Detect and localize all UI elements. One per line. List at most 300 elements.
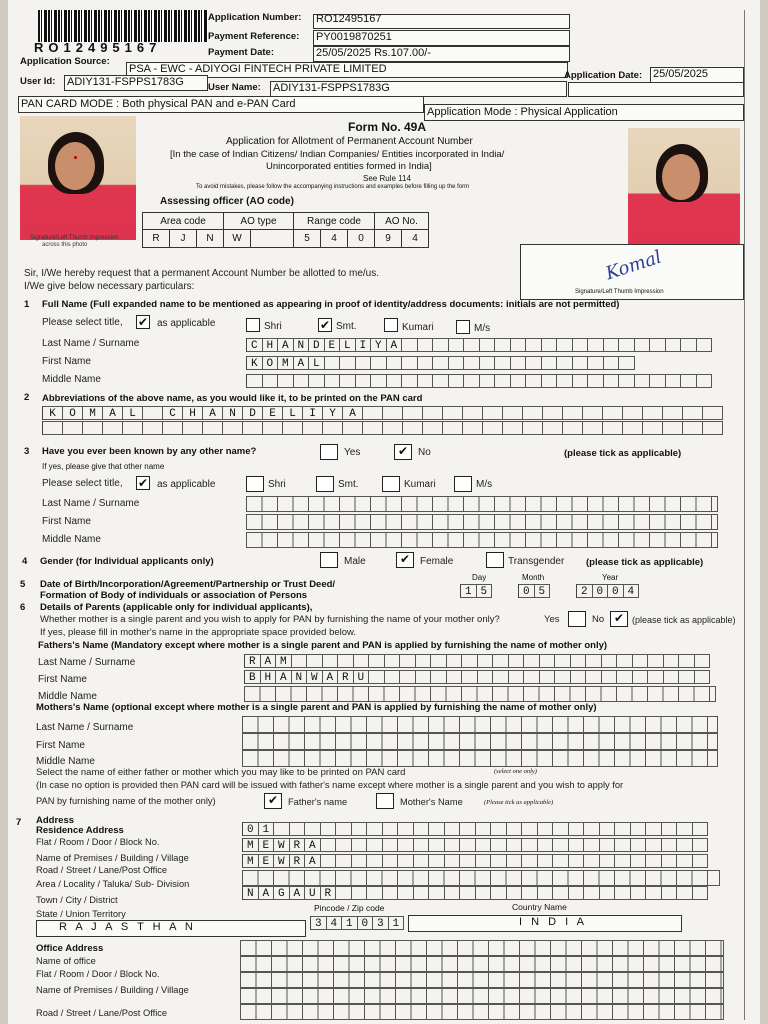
intro-line-2: I/We give below necessary particulars:: [24, 281, 195, 292]
grid-cell: [418, 374, 434, 388]
section-2-number: 2: [24, 392, 30, 403]
premises-grid: [242, 838, 708, 852]
grid-cell: K: [247, 356, 263, 370]
grid-cell: [603, 406, 623, 420]
gender-female-label: Female: [420, 556, 454, 567]
range-code-cell: 0: [348, 230, 375, 248]
grid-cell: [371, 356, 387, 370]
grid-cell: [677, 854, 693, 868]
section-1-heading: Full Name (Full expanded name to be mentioned as appearing in proof of identity/address documents: initials are not permitted): [42, 299, 620, 310]
grid-cell: 3: [311, 916, 327, 930]
grid-cell: [631, 822, 647, 836]
grid-cell: [243, 421, 263, 435]
grid-cell: [646, 886, 662, 900]
title-kumari-checkbox[interactable]: [384, 318, 398, 332]
grid-cell: [602, 670, 618, 684]
grid-cell: [507, 854, 523, 868]
grid-cell: [464, 338, 480, 352]
grid-cell: [553, 854, 569, 868]
section-5-line-2: Formation of Body of individuals or association of Persons: [40, 590, 308, 601]
pan-application-form: [8, 0, 760, 1024]
grid-cell: [429, 854, 445, 868]
single-parent-tick-note: (please tick as applicable): [632, 615, 736, 625]
grid-cell: [445, 854, 461, 868]
grid-cell: N: [243, 886, 259, 900]
grid-cell: [617, 670, 633, 684]
grid-cell: [183, 421, 203, 435]
road-grid: [242, 854, 708, 868]
s3-title-ms-checkbox[interactable]: [454, 476, 472, 492]
grid-cell: M: [243, 854, 259, 868]
section-4-number: 4: [22, 556, 28, 567]
dob-day-label: Day: [472, 573, 487, 582]
country-field: I N D I A: [408, 915, 682, 932]
header-strip: [568, 82, 744, 97]
grid-cell: [526, 338, 542, 352]
grid-cell: [588, 338, 604, 352]
grid-cell: L: [309, 356, 325, 370]
grid-cell: [522, 886, 538, 900]
grid-cell: [507, 822, 523, 836]
grid-cell: 3: [373, 916, 389, 930]
gender-male-checkbox[interactable]: [320, 552, 338, 568]
grid-cell: A: [103, 406, 123, 420]
grid-cell: U: [305, 886, 321, 900]
office-premises-grid: [240, 988, 724, 1004]
application-number-label: Application Number:: [208, 12, 302, 23]
grid-cell: 0: [358, 916, 374, 930]
select-title-label: Please select title,: [42, 317, 123, 328]
grid-cell: [343, 421, 363, 435]
father-middle-name-grid: [244, 686, 716, 702]
grid-cell: [507, 838, 523, 852]
grid-cell: [423, 421, 443, 435]
ao-code-label: Assessing officer (AO code): [160, 196, 294, 207]
grid-cell: A: [294, 356, 310, 370]
grid-cell: [600, 854, 616, 868]
grid-cell: [352, 838, 368, 852]
grid-cell: W: [274, 838, 290, 852]
grid-cell: [433, 356, 449, 370]
grid-cell: [677, 838, 693, 852]
gender-male-label: Male: [344, 556, 366, 567]
grid-cell: [491, 822, 507, 836]
title-ms-checkbox[interactable]: [456, 320, 470, 334]
grid-cell: [503, 421, 523, 435]
grid-cell: [693, 854, 709, 868]
grid-cell: [385, 654, 401, 668]
grid-cell: [449, 356, 465, 370]
grid-cell: D: [243, 406, 263, 420]
grid-cell: [478, 670, 494, 684]
grid-cell: [650, 338, 666, 352]
s1-first-name-label: First Name: [42, 356, 91, 367]
grid-cell: [522, 854, 538, 868]
grid-cell: I: [303, 406, 323, 420]
other-name-yes-checkbox[interactable]: [320, 444, 338, 460]
print-fathers-name-checkbox[interactable]: ✔: [264, 793, 282, 809]
s3-middle-name-label: Middle Name: [42, 534, 101, 545]
grid-cell: [643, 406, 663, 420]
application-source-field: PSA - EWC - ADIYOGI FINTECH PRIVATE LIMITED: [126, 62, 568, 78]
grid-cell: [398, 838, 414, 852]
grid-cell: [367, 822, 383, 836]
grid-cell: [663, 421, 683, 435]
grid-cell: [403, 406, 423, 420]
grid-cell: [387, 356, 403, 370]
grid-cell: [619, 356, 635, 370]
grid-cell: [416, 670, 432, 684]
s4-tick-note: (please tick as applicable): [586, 557, 704, 568]
grid-cell: [371, 374, 387, 388]
section-6-number: 6: [20, 602, 26, 613]
as-applicable-label: as applicable: [157, 318, 216, 329]
grid-cell: [303, 421, 323, 435]
grid-cell: [476, 822, 492, 836]
grid-cell: [540, 654, 556, 668]
grid-cell: N: [294, 338, 310, 352]
rule-reference: See Rule 114: [363, 174, 411, 183]
dob-year-label: Year: [602, 573, 619, 582]
father-last-name-label: Last Name / Surname: [38, 657, 136, 668]
grid-cell: A: [323, 670, 339, 684]
grid-cell: [449, 338, 465, 352]
grid-cell: [509, 654, 525, 668]
area-label: Area / Locality / Taluka/ Sub- Division: [36, 879, 190, 889]
print-fathers-name-label: Father's name: [288, 797, 348, 807]
grid-cell: [522, 838, 538, 852]
s1-middle-name-label: Middle Name: [42, 374, 101, 385]
mother-last-name-label: Last Name / Surname: [36, 722, 134, 733]
grid-cell: [433, 338, 449, 352]
grid-cell: [43, 421, 63, 435]
grid-cell: [433, 374, 449, 388]
grid-cell: A: [343, 406, 363, 420]
ao-no-header: AO No.: [375, 213, 429, 230]
intro-line-1: Sir, I/We hereby request that a permanent Account Number be allotted to me/us.: [24, 268, 380, 279]
s3-first-name-label: First Name: [42, 516, 91, 527]
gender-transgender-label: Transgender: [508, 556, 565, 567]
grid-cell: [588, 356, 604, 370]
grid-cell: [543, 406, 563, 420]
gender-transgender-checkbox[interactable]: [486, 552, 504, 568]
grid-cell: 0: [593, 584, 609, 598]
grid-cell: [385, 670, 401, 684]
grid-cell: [631, 838, 647, 852]
grid-cell: [507, 886, 523, 900]
grid-cell: [263, 421, 283, 435]
mother-first-name-grid: [242, 733, 718, 750]
section-5-line-1: Date of Birth/Incorporation/Agreement/Partnership or Trust Deed/: [40, 579, 336, 590]
other-name-no-checkbox[interactable]: ✔: [394, 444, 412, 460]
grid-cell: [363, 421, 383, 435]
grid-cell: [643, 421, 663, 435]
grid-cell: [143, 421, 163, 435]
grid-cell: [600, 838, 616, 852]
grid-cell: [383, 886, 399, 900]
grid-cell: [336, 822, 352, 836]
office-flat-label: Flat / Room / Door / Block No.: [36, 969, 160, 979]
grid-cell: [573, 338, 589, 352]
grid-cell: A: [203, 406, 223, 420]
s1-middle-name-grid: [246, 374, 712, 388]
print-tick-note: (Please tick as applicable): [484, 799, 554, 806]
grid-cell: [278, 374, 294, 388]
state-label: State / Union Territory: [36, 909, 126, 919]
grid-cell: [584, 822, 600, 836]
grid-cell: 1: [461, 584, 477, 598]
section-7-heading: Address: [36, 815, 75, 826]
grid-cell: [305, 822, 321, 836]
flat-grid: [242, 822, 708, 836]
grid-cell: [662, 886, 678, 900]
title-checkbox-sample: ✔: [137, 315, 149, 329]
grid-cell: [447, 654, 463, 668]
grid-cell: [398, 854, 414, 868]
grid-cell: [418, 338, 434, 352]
application-date-label: Application Date:: [564, 70, 643, 81]
grid-cell: [383, 854, 399, 868]
single-parent-no-checkbox[interactable]: ✔: [610, 611, 628, 627]
grid-cell: [483, 421, 503, 435]
section-1-number: 1: [24, 299, 30, 310]
photo-face: [55, 142, 95, 190]
grid-cell: 1: [389, 916, 405, 930]
single-parent-yes-checkbox[interactable]: [568, 611, 586, 627]
form-title: Application for Allotment of Permanent Account Number: [226, 136, 473, 147]
grid-cell: [321, 838, 337, 852]
grid-cell: [464, 356, 480, 370]
mother-middle-name-grid: [242, 750, 718, 767]
grid-cell: [695, 654, 711, 668]
grid-cell: [633, 670, 649, 684]
grid-cell: [383, 421, 403, 435]
grid-cell: [538, 886, 554, 900]
section-3-heading: Have you ever been known by any other name?: [42, 446, 257, 457]
father-first-name-label: First Name: [38, 674, 87, 685]
grid-cell: [163, 421, 183, 435]
grid-cell: C: [163, 406, 183, 420]
grid-cell: [340, 356, 356, 370]
grid-cell: [646, 838, 662, 852]
grid-cell: [557, 356, 573, 370]
grid-cell: M: [278, 356, 294, 370]
grid-cell: [538, 822, 554, 836]
grid-cell: [693, 886, 709, 900]
grid-cell: [604, 374, 620, 388]
grid-cell: A: [290, 886, 306, 900]
grid-cell: [557, 338, 573, 352]
grid-cell: [662, 854, 678, 868]
application-source-label: Application Source:: [20, 56, 110, 67]
grid-cell: [697, 374, 713, 388]
grid-cell: [683, 421, 703, 435]
grid-cell: W: [307, 670, 323, 684]
grid-cell: [464, 374, 480, 388]
s3-title-kumari-label: Kumari: [404, 479, 436, 490]
grid-cell: [615, 838, 631, 852]
grid-cell: [573, 374, 589, 388]
grid-cell: [491, 886, 507, 900]
gender-female-checkbox[interactable]: ✔: [396, 552, 414, 568]
title-smt-checkbox[interactable]: ✔: [319, 318, 331, 332]
grid-cell: [677, 822, 693, 836]
instruction-text: To avoid mistakes, please follow the accompanying instructions and examples before filling up the form: [196, 184, 470, 190]
grid-cell: [483, 406, 503, 420]
grid-cell: [553, 838, 569, 852]
grid-cell: [542, 356, 558, 370]
s3-title-smt-checkbox[interactable]: [316, 476, 334, 492]
s3-last-name-label: Last Name / Surname: [42, 498, 140, 509]
grid-cell: [402, 338, 418, 352]
grid-cell: [495, 356, 511, 370]
section-4-heading: Gender (for Individual applicants only): [40, 556, 214, 567]
s3-title-kumari-checkbox[interactable]: [382, 476, 400, 492]
grid-cell: H: [261, 670, 277, 684]
title-shri-label: Shri: [264, 321, 282, 332]
s1-last-name-grid: [246, 338, 712, 352]
photo-caption-left-1: Signature/Left Thumb Impression: [30, 235, 119, 241]
mother-first-name-label: First Name: [36, 740, 85, 751]
grid-cell: [583, 406, 603, 420]
grid-cell: M: [243, 838, 259, 852]
grid-cell: H: [263, 338, 279, 352]
ao-type-cell: [251, 230, 294, 248]
grid-cell: R: [290, 854, 306, 868]
grid-cell: [480, 374, 496, 388]
grid-cell: [617, 654, 633, 668]
grid-cell: [584, 886, 600, 900]
grid-cell: [476, 854, 492, 868]
grid-cell: [476, 838, 492, 852]
grid-cell: [681, 374, 697, 388]
grid-cell: [604, 356, 620, 370]
title-shri-checkbox[interactable]: [246, 318, 260, 332]
grid-cell: [352, 886, 368, 900]
town-label: Town / City / District: [36, 895, 118, 905]
grid-cell: [352, 822, 368, 836]
father-middle-name-label: Middle Name: [38, 691, 97, 702]
grid-cell: [290, 822, 306, 836]
s2-abbrev-grid-row2: [42, 421, 723, 435]
grid-cell: [367, 838, 383, 852]
grid-cell: M: [83, 406, 103, 420]
grid-cell: [143, 406, 163, 420]
grid-cell: [480, 356, 496, 370]
grid-cell: [338, 654, 354, 668]
fill-mother-note: If yes, please fill in mother's name in the appropriate space provided below.: [40, 627, 357, 638]
grid-cell: L: [283, 406, 303, 420]
grid-cell: [356, 356, 372, 370]
state-field: R A J A S T H A N: [36, 920, 306, 937]
road-label: Road / Street / Lane/Post Office: [36, 865, 168, 875]
grid-cell: [666, 338, 682, 352]
grid-cell: [677, 886, 693, 900]
grid-cell: D: [309, 338, 325, 352]
grid-cell: B: [245, 670, 261, 684]
grid-cell: K: [43, 406, 63, 420]
flat-label: Flat / Room / Door / Block No.: [36, 837, 160, 847]
ao-code-headers: [143, 213, 429, 230]
grid-cell: [445, 822, 461, 836]
grid-cell: [367, 886, 383, 900]
grid-cell: [307, 654, 323, 668]
grid-cell: [569, 886, 585, 900]
grid-cell: [431, 670, 447, 684]
mother-last-name-grid: [242, 716, 718, 733]
grid-cell: [283, 421, 303, 435]
user-name-label: User Name:: [208, 82, 261, 93]
grid-cell: [615, 886, 631, 900]
grid-cell: [619, 338, 635, 352]
grid-cell: [666, 374, 682, 388]
grid-cell: [662, 838, 678, 852]
grid-cell: [336, 854, 352, 868]
grid-cell: L: [340, 338, 356, 352]
section-2-heading: Abbreviations of the above name, as you would like it, to be printed on the PAN card: [42, 393, 423, 404]
print-mothers-name-checkbox[interactable]: [376, 793, 394, 809]
grid-cell: [383, 406, 403, 420]
grid-cell: [569, 822, 585, 836]
grid-cell: N: [223, 406, 243, 420]
grid-cell: [363, 406, 383, 420]
grid-cell: [542, 374, 558, 388]
grid-cell: [460, 838, 476, 852]
grid-cell: A: [259, 886, 275, 900]
grid-cell: R: [245, 654, 261, 668]
user-id-field: ADIY131-FSPPS1783G: [64, 75, 208, 91]
grid-cell: [662, 822, 678, 836]
grid-cell: [600, 886, 616, 900]
grid-cell: [423, 406, 443, 420]
form-subtitle-2: Unincorporated entities formed in India]: [266, 161, 432, 172]
section-6-heading: Details of Parents (applicable only for individual applicants),: [40, 602, 313, 613]
grid-cell: A: [278, 338, 294, 352]
if-yes-note: If yes, please give that other name: [42, 462, 165, 471]
grid-cell: [478, 654, 494, 668]
grid-cell: [542, 338, 558, 352]
father-last-name-grid: [244, 654, 710, 668]
grid-cell: [400, 654, 416, 668]
grid-cell: L: [123, 406, 143, 420]
grid-cell: A: [305, 838, 321, 852]
grid-cell: [635, 374, 651, 388]
pincode-label: Pincode / Zip code: [314, 903, 385, 913]
print-mothers-name-label: Mother's Name: [400, 797, 463, 807]
grid-cell: [383, 822, 399, 836]
grid-cell: [398, 886, 414, 900]
grid-cell: [683, 406, 703, 420]
grid-cell: [274, 822, 290, 836]
grid-cell: A: [305, 854, 321, 868]
grid-cell: 5: [535, 584, 551, 598]
ao-type-header: AO type: [224, 213, 294, 230]
s1-last-name-label: Last Name / Surname: [42, 338, 140, 349]
grid-cell: A: [261, 654, 277, 668]
grid-cell: [511, 338, 527, 352]
user-name-field: ADIY131-FSPPS1783G: [270, 81, 567, 97]
grid-cell: [650, 374, 666, 388]
form-subtitle-1: [In the case of Indian Citizens/ Indian Companies/ Entities incorporated in India/: [170, 149, 505, 160]
grid-cell: [429, 822, 445, 836]
grid-cell: O: [63, 406, 83, 420]
s3-first-name-grid: [246, 514, 718, 530]
grid-cell: [553, 886, 569, 900]
s3-title-shri-checkbox[interactable]: [246, 476, 264, 492]
mother-middle-name-label: Middle Name: [36, 756, 95, 767]
grid-cell: 0: [243, 822, 259, 836]
grid-cell: 0: [608, 584, 624, 598]
